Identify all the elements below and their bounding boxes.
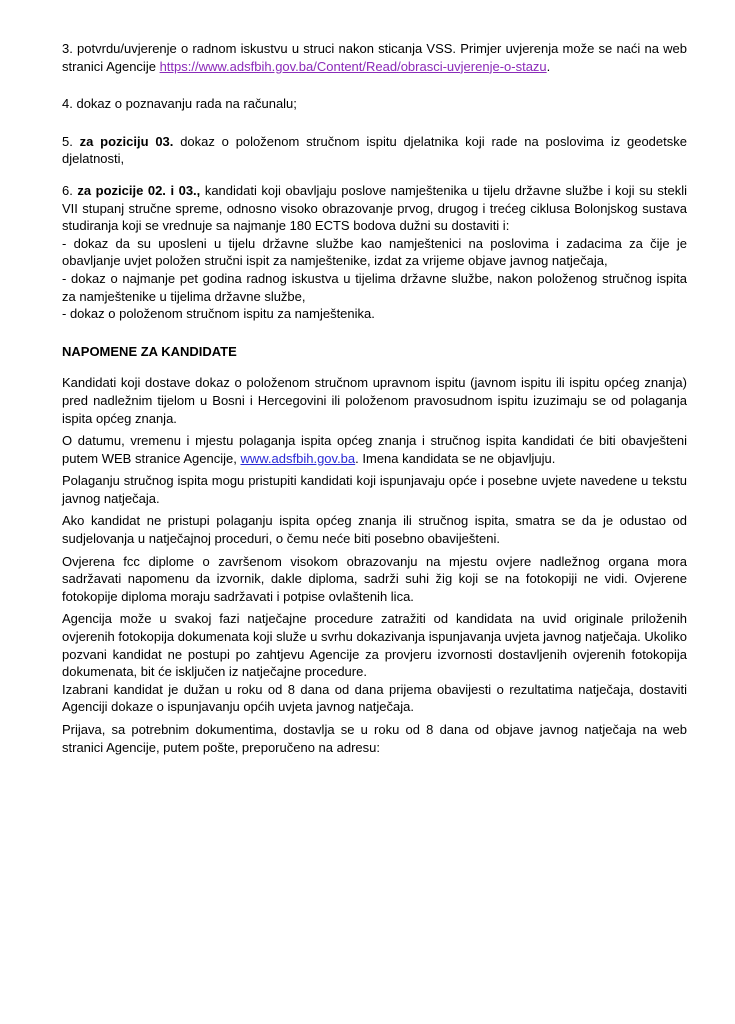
item-3-text: potvrdu/uvjerenje o radnom iskustvu u struci nakon sticanja VSS. Primjer uvjerenja može se naći na web stranici Agencije — [62, 41, 687, 74]
item-5 — [62, 133, 687, 168]
item-3 — [62, 40, 687, 75]
item-5-text: dokaz o položenom stručnom ispitu djelatnika koji rade na poslovima iz geodetske djelatnosti, — [62, 133, 687, 167]
item-3-number: 3. — [62, 41, 73, 56]
notes-paragraph-5: Ovjerena fcc diplome o završenom visokom obrazovanju na mjestu ovjere nadležnog organa mora sadržavati napomenu da izvornik, dakle diploma, sadrži suhi žig koji se na fotokopiji ne vidi. Ovjerene fotokopije diploma moraju sadržavati i potpise ovlaštenih lica. — [62, 553, 687, 604]
notes-paragraph-1: Kandidati koji dostave dokaz o položenom stručnom upravnom ispitu (javnom ispitu ili ispitu općeg znanja) pred nadležnim tijelom u Bosni i Hercegovini ili položenom pravosudnom ispitu izuzimaju se od polaganja ispita općeg znanja. — [62, 375, 687, 426]
notes-paragraph-2-before: O datumu, vremenu i mjestu polaganja ispita općeg znanja i stručnog ispita kandidati će biti obavješteni putem WEB stranice Agencije, — [62, 433, 687, 466]
item-4 — [62, 95, 687, 113]
notes-heading: NAPOMENE ZA KANDIDATE — [62, 343, 237, 359]
item-3-end: . — [546, 58, 551, 74]
notes-paragraph-4: Ako kandidat ne pristupi polaganju ispita općeg znanja ili stručnog ispita, smatra se da je odustao od sudjelovanja u natječajnoj proceduri, o čemu neće biti posebno obaviješteni. — [62, 513, 687, 547]
obrasci-uvjerenje-link[interactable]: https://www.adsfbih.gov.ba/Content/Read/obrasci-uvjerenje-o-stazu — [159, 58, 547, 74]
item-6-text: kandidati koji obavljaju poslove namještenika u tijelu državne službe i koji su stekli VII stupanj stručne spreme, odnosno visoko obrazovanje prvog, drugog i trećeg ciklusa Bolonjskog sustava studiranja koji se vrednuje sa najmanje 180 ECTS bodova dužni su dostaviti i: — [62, 182, 687, 234]
item-4-text: dokaz o poznavanju rada na računalu; — [76, 96, 297, 112]
notes-paragraph-2 — [62, 432, 687, 467]
item-4-number: 4. — [62, 96, 73, 112]
notes-paragraph-3: Polaganju stručnog ispita mogu pristupiti kandidati koji ispunjavaju opće i posebne uvjete navedene u tekstu javnog natječaja. — [62, 473, 687, 506]
document-page — [62, 40, 687, 756]
item-6-bullet: - dokaz o najmanje pet godina radnog iskustva u tijelima državne službe, nakon položenog stručnog ispita za namještenike u tijelima državne službe, — [62, 270, 687, 304]
item-5-number: 5. — [62, 133, 73, 149]
item-6 — [62, 182, 687, 235]
item-6-bullet: - dokaz da su uposleni u tijelu državne službe kao namještenici na poslovima i zadacima za čije je obavljanje uvjet položen stručni ispit za namještenike, izdat za vrijeme objave javnog natječaja, — [62, 235, 687, 269]
item-6-number: 6. — [62, 182, 73, 198]
notes-paragraph-6: Agencija može u svakoj fazi natječajne procedure zatražiti od kandidata na uvid originale priloženih ovjerenih fotokopija dokumenata koji služe u svrhu dokazivanja ispunjavanja uvjeta javnog natječaja. Ukoliko pozvani kandidat ne postupi po zahtjevu Agencije za provjeru izvornosti dostavljenih ovjerenih fotokopija dokumenata, bit će isključen iz natječajne procedure. — [62, 611, 687, 680]
notes-paragraph-8: Prijava, sa potrebnim dokumentima, dostavlja se u roku od 8 dana od objave javnog natječaja na web stranici Agencije, putem pošte, preporučeno na adresu: — [62, 722, 687, 755]
agency-website-link[interactable]: www.adsfbih.gov.ba — [240, 450, 356, 466]
notes-paragraph-2-after: . Imena kandidata se ne objavljuju. — [355, 450, 556, 466]
notes-paragraph-7: Izabrani kandidat je dužan u roku od 8 dana od dana prijema obavijesti o rezultatima natječaja, dostaviti Agenciji dokaze o ispunjavanju općih uvjeta javnog natječaja. — [62, 681, 687, 715]
item-6-positions: za pozicije 02. i 03., — [77, 182, 201, 198]
item-5-position: za poziciju 03. — [79, 133, 174, 149]
item-6-bullet: - dokaz o položenom stručnom ispitu za namještenika. — [62, 306, 375, 322]
